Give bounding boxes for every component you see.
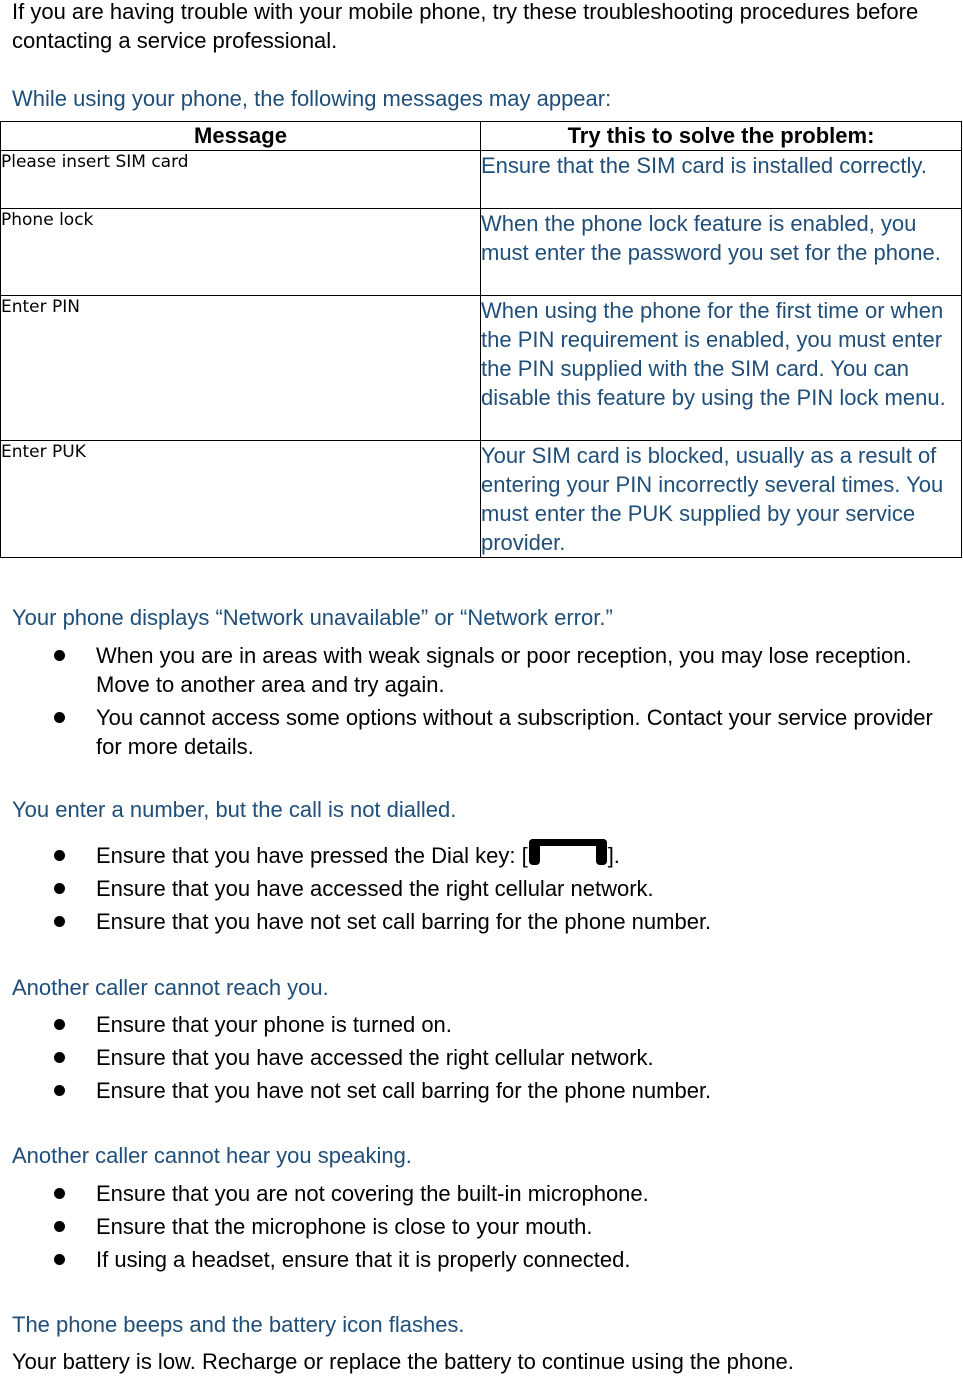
bullet-icon bbox=[54, 850, 65, 861]
battery-text: Your battery is low. Recharge or replace the battery to continue using the phone. bbox=[12, 1349, 794, 1374]
messages-table bbox=[0, 121, 962, 558]
solution-cell: Your SIM card is blocked, usually as a result of entering your PIN incorrectly several times. You must enter the PUK supplied by your service provider. bbox=[481, 441, 962, 558]
header-solution: Try this to solve the problem: bbox=[481, 122, 962, 151]
dial-key-icon bbox=[529, 843, 607, 865]
bullet-icon bbox=[54, 1019, 65, 1030]
bullet-icon bbox=[54, 712, 65, 723]
bullet-list-dial bbox=[0, 841, 963, 940]
bullet-list-reach bbox=[0, 1010, 963, 1109]
table-heading: While using your phone, the following messages may appear: bbox=[12, 86, 612, 111]
solution-cell: When using the phone for the first time or when the PIN requirement is enabled, you must enter the PIN supplied with the SIM card. You can disable this feature by using the PIN lock menu. bbox=[481, 296, 962, 441]
bullet-icon bbox=[54, 1254, 65, 1265]
section-heading-network: Your phone displays “Network unavailable” or “Network error.” bbox=[12, 605, 613, 630]
list-item-text: If using a headset, ensure that it is properly connected. bbox=[96, 1247, 631, 1272]
section-heading-battery: The phone beeps and the battery icon flashes. bbox=[12, 1312, 465, 1337]
table-row bbox=[1, 209, 962, 296]
list-item bbox=[0, 703, 963, 761]
list-item bbox=[0, 1043, 963, 1072]
list-item-text: ]. bbox=[607, 843, 620, 868]
message-cell: Enter PUK bbox=[1, 441, 481, 558]
section-heading-dial: You enter a number, but the call is not dialled. bbox=[12, 797, 457, 822]
solution-cell: When the phone lock feature is enabled, you must enter the password you set for the phone. bbox=[481, 209, 962, 296]
table-row bbox=[1, 441, 962, 558]
list-item bbox=[0, 641, 963, 699]
list-item-text: When you are in areas with weak signals or poor reception, you may lose reception. Move to another area and try again. bbox=[96, 643, 912, 697]
bullet-list-network bbox=[0, 641, 963, 765]
bullet-icon bbox=[54, 1085, 65, 1096]
list-item-text: Ensure that the microphone is close to your mouth. bbox=[96, 1214, 593, 1239]
solution-cell: Ensure that the SIM card is installed correctly. bbox=[481, 151, 962, 209]
list-item-text: Ensure that you have accessed the right cellular network. bbox=[96, 876, 654, 901]
section-heading-reach: Another caller cannot reach you. bbox=[12, 975, 329, 1000]
message-cell: Please insert SIM card bbox=[1, 151, 481, 209]
bullet-icon bbox=[54, 1221, 65, 1232]
list-item bbox=[0, 1245, 963, 1274]
list-item-text: Ensure that your phone is turned on. bbox=[96, 1012, 452, 1037]
table-row bbox=[1, 151, 962, 209]
list-item-text: Ensure that you have not set call barring for the phone number. bbox=[96, 909, 712, 934]
list-item-text: Ensure that you have accessed the right cellular network. bbox=[96, 1045, 654, 1070]
bullet-icon bbox=[54, 1188, 65, 1199]
bullet-list-hear bbox=[0, 1179, 963, 1278]
list-item bbox=[0, 907, 963, 936]
bullet-icon bbox=[54, 650, 65, 661]
message-cell: Enter PIN bbox=[1, 296, 481, 441]
table-header-row bbox=[1, 122, 962, 151]
list-item-text: Ensure that you are not covering the built-in microphone. bbox=[96, 1181, 649, 1206]
section-heading-hear: Another caller cannot hear you speaking. bbox=[12, 1143, 412, 1168]
bullet-icon bbox=[54, 1052, 65, 1063]
list-item-text: Ensure that you have not set call barring for the phone number. bbox=[96, 1078, 712, 1103]
list-item bbox=[0, 874, 963, 903]
intro-paragraph: If you are having trouble with your mobile phone, try these troubleshooting procedures before contacting a service professional. bbox=[12, 0, 919, 53]
table-row bbox=[1, 296, 962, 441]
list-item bbox=[0, 1212, 963, 1241]
list-item-text: Ensure that you have pressed the Dial key: [ bbox=[96, 843, 528, 868]
list-item bbox=[0, 1076, 963, 1105]
list-item bbox=[0, 1010, 963, 1039]
message-cell: Phone lock bbox=[1, 209, 481, 296]
header-message: Message bbox=[1, 122, 481, 151]
bullet-icon bbox=[54, 883, 65, 894]
bullet-icon bbox=[54, 916, 65, 927]
list-item bbox=[0, 1179, 963, 1208]
list-item bbox=[0, 841, 963, 870]
list-item-text: You cannot access some options without a subscription. Contact your service provider for more details. bbox=[96, 705, 933, 759]
